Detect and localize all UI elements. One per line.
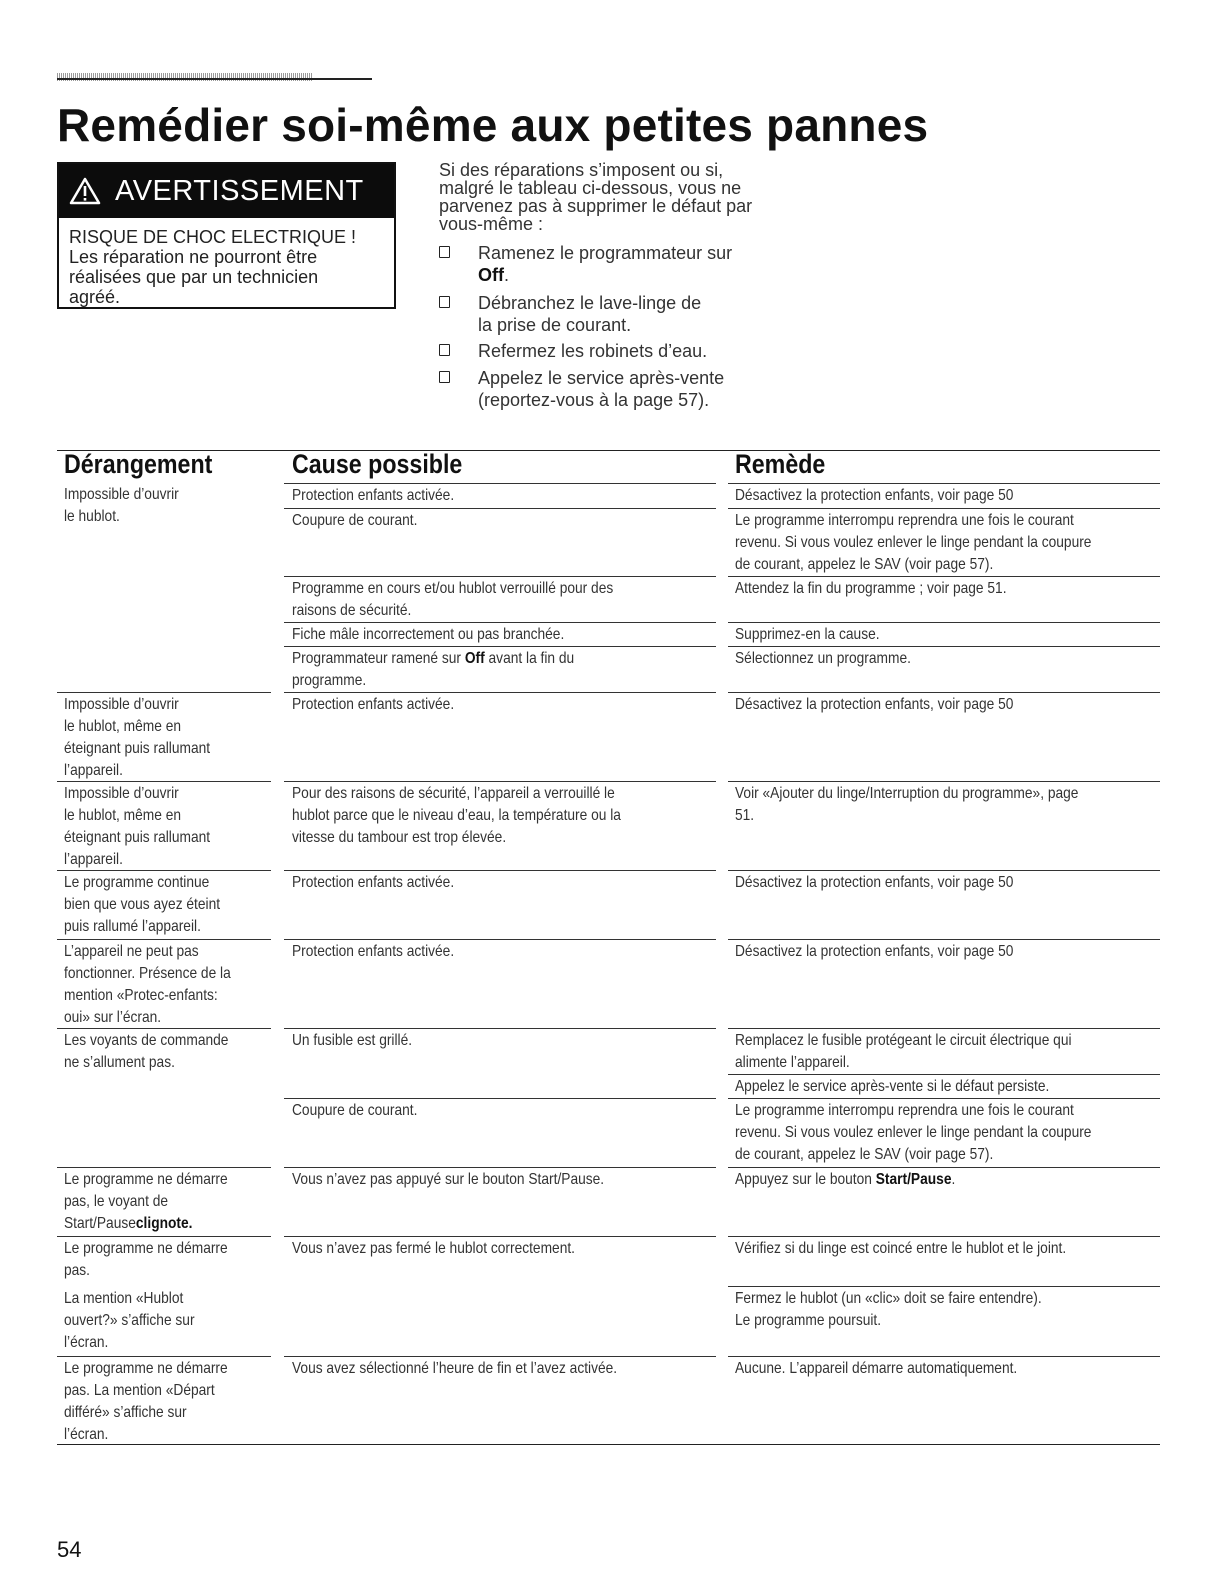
problem-cell: Impossible d’ouvrir: [64, 785, 179, 802]
warning-header: [59, 164, 394, 218]
row-rule: [728, 1098, 1160, 1099]
column-header-derangement: Dérangement: [64, 449, 213, 479]
remedy-cell: Désactivez la protection enfants, voir page 50: [735, 487, 1014, 504]
remedy-cell: Désactivez la protection enfants, voir page 50: [735, 696, 1014, 713]
row-rule: [728, 483, 1160, 484]
warning-line: réalisées que par un technicien: [69, 267, 319, 287]
warning-heading: AVERTISSEMENT: [115, 174, 364, 207]
remedy-cell: Remplacez le fusible protégeant le circuit électrique qui: [735, 1032, 1072, 1049]
row-rule: [57, 1028, 271, 1029]
problem-cell: Impossible d’ouvrir: [64, 486, 179, 503]
remedy-cell: Sélectionnez un programme.: [735, 650, 911, 667]
step-bold-text: Off: [478, 265, 504, 285]
row-rule: [284, 692, 716, 693]
row-rule: [284, 1167, 716, 1168]
remedy-cell: Appuyez sur le bouton Start/Pause.: [735, 1171, 956, 1188]
problem-cell: éteignant puis rallumant: [64, 829, 211, 846]
cause-cell: Un fusible est grillé.: [292, 1032, 413, 1049]
row-rule: [728, 646, 1160, 647]
cause-cell: hublot parce que le niveau d’eau, la température ou la: [292, 807, 621, 824]
cause-cell: Protection enfants activée.: [292, 487, 455, 504]
page-number: 54: [57, 1537, 82, 1562]
row-rule: [57, 1236, 271, 1237]
problem-cell: Le programme continue: [64, 874, 210, 891]
step-text: Débranchez le lave-linge de: [478, 293, 702, 313]
remedy-cell: Voir «Ajouter du linge/Interruption du programme», page: [735, 785, 1079, 802]
problem-cell: éteignant puis rallumant: [64, 740, 211, 757]
cause-cell: Programmateur ramené sur Off avant la fin du: [292, 650, 575, 667]
step-text: (reportez-vous à la page 57).: [478, 390, 710, 410]
checkbox-icon: [439, 296, 450, 308]
problem-cell: Les voyants de commande: [64, 1032, 229, 1049]
column-header-remede: Remède: [735, 449, 826, 479]
remedy-cell: Le programme interrompu reprendra une fois le courant: [735, 512, 1074, 529]
step-text: .: [504, 265, 510, 285]
warning-line: Les réparation ne pourront être: [69, 247, 318, 267]
row-rule: [284, 576, 716, 577]
page-title: Remédier soi-même aux petites pannes: [57, 99, 929, 151]
problem-cell: Le programme ne démarre: [64, 1360, 228, 1377]
remedy-cell: Désactivez la protection enfants, voir page 50: [735, 943, 1014, 960]
remedy-cell: Supprimez-en la cause.: [735, 626, 880, 643]
problem-cell: ouvert?» s’affiche sur: [64, 1312, 195, 1329]
problem-cell: le hublot.: [64, 508, 120, 525]
intro-line: parvenez pas à supprimer le défaut par: [439, 196, 753, 216]
row-rule: [57, 939, 271, 940]
problem-cell: Impossible d’ouvrir: [64, 696, 179, 713]
warning-triangle-icon: [69, 177, 101, 205]
remedy-cell: alimente l’appareil.: [735, 1054, 850, 1071]
cause-cell: Vous n’avez pas fermé le hublot correctement.: [292, 1240, 575, 1257]
problem-cell: l’écran.: [64, 1334, 109, 1351]
remedy-cell: Le programme poursuit.: [735, 1312, 882, 1329]
row-rule: [284, 939, 716, 940]
checkbox-icon: [439, 344, 450, 356]
cause-cell: programme.: [292, 672, 367, 689]
remedy-cell: de courant, appelez le SAV (voir page 57).: [735, 556, 994, 573]
header-rule: [57, 78, 372, 80]
problem-cell: L’appareil ne peut pas: [64, 943, 199, 960]
problem-cell: l’écran.: [64, 1426, 109, 1443]
row-rule: [728, 1356, 1160, 1357]
row-rule: [57, 870, 271, 871]
cause-cell: Pour des raisons de sécurité, l’appareil a verrouillé le: [292, 785, 615, 802]
remedy-cell: Vérifiez si du linge est coincé entre le hublot et le joint.: [735, 1240, 1067, 1257]
remedy-cell: Le programme interrompu reprendra une fois le courant: [735, 1102, 1074, 1119]
problem-cell: le hublot, même en: [64, 718, 182, 735]
row-rule: [284, 622, 716, 623]
checkbox-icon: [439, 246, 450, 258]
remedy-cell: 51.: [735, 807, 755, 824]
problem-cell: différé» s’affiche sur: [64, 1404, 187, 1421]
cause-cell: Programme en cours et/ou hublot verrouillé pour des: [292, 580, 614, 597]
problem-cell: ne s’allument pas.: [64, 1054, 175, 1071]
row-rule: [284, 1356, 716, 1357]
cause-cell: Protection enfants activée.: [292, 943, 455, 960]
intro-line: Si des réparations s’imposent ou si,: [439, 160, 724, 180]
remedy-cell: revenu. Si vous voulez enlever le linge pendant la coupure: [735, 534, 1092, 551]
step-text: Ramenez le programmateur sur: [478, 243, 733, 263]
row-rule: [728, 622, 1160, 623]
step-text: la prise de courant.: [478, 315, 632, 335]
problem-cell: puis rallumé l’appareil.: [64, 918, 201, 935]
row-rule: [284, 1236, 716, 1237]
problem-cell: bien que vous ayez éteint: [64, 896, 221, 913]
row-rule: [284, 646, 716, 647]
row-rule: [284, 1098, 716, 1099]
row-rule: [284, 781, 716, 782]
checkbox-icon: [439, 371, 450, 383]
row-rule: [728, 1286, 1160, 1287]
cause-cell: Fiche mâle incorrectement ou pas branchée.: [292, 626, 565, 643]
step-text: Refermez les robinets d’eau.: [478, 341, 708, 361]
cause-cell: Vous avez sélectionné l’heure de fin et l’avez activée.: [292, 1360, 618, 1377]
remedy-cell: Attendez la fin du programme ; voir page 51.: [735, 580, 1007, 597]
cause-cell: vitesse du tambour est trop élevée.: [292, 829, 507, 846]
table-top-rule: [57, 450, 1160, 451]
remedy-cell: revenu. Si vous voulez enlever le linge pendant la coupure: [735, 1124, 1092, 1141]
cause-cell: Protection enfants activée.: [292, 874, 455, 891]
problem-cell: Start/Pauseclignote.: [64, 1215, 193, 1232]
problem-cell: pas, le voyant de: [64, 1193, 169, 1210]
row-rule: [728, 939, 1160, 940]
warning-line: agréé.: [69, 287, 121, 307]
remedy-cell: de courant, appelez le SAV (voir page 57).: [735, 1146, 994, 1163]
remedy-cell: Désactivez la protection enfants, voir page 50: [735, 874, 1014, 891]
cause-cell: Coupure de courant.: [292, 1102, 418, 1119]
row-rule: [728, 508, 1160, 509]
row-rule: [284, 1028, 716, 1029]
problem-cell: le hublot, même en: [64, 807, 182, 824]
problem-cell: oui» sur l’écran.: [64, 1009, 162, 1026]
row-rule: [728, 1028, 1160, 1029]
problem-cell: Le programme ne démarre: [64, 1240, 228, 1257]
row-rule: [728, 1236, 1160, 1237]
row-rule: [284, 508, 716, 509]
remedy-cell: Appelez le service après-vente si le défaut persiste.: [735, 1078, 1050, 1095]
remedy-cell: Aucune. L’appareil démarre automatiquement.: [735, 1360, 1018, 1377]
problem-cell: Le programme ne démarre: [64, 1171, 228, 1188]
row-rule: [57, 692, 271, 693]
row-rule: [57, 1167, 271, 1168]
row-rule: [728, 576, 1160, 577]
problem-cell: pas. La mention «Départ: [64, 1382, 215, 1399]
cause-cell: raisons de sécurité.: [292, 602, 412, 619]
row-rule: [284, 483, 716, 484]
remedy-cell: Fermez le hublot (un «clic» doit se faire entendre).: [735, 1290, 1042, 1307]
cause-cell: Coupure de courant.: [292, 512, 418, 529]
intro-line: vous-même :: [439, 214, 544, 234]
row-rule: [57, 781, 271, 782]
row-rule: [728, 692, 1160, 693]
problem-cell: l’appareil.: [64, 762, 123, 779]
cause-cell: Protection enfants activée.: [292, 696, 455, 713]
row-rule: [57, 1356, 271, 1357]
table-bottom-rule: [57, 1444, 1160, 1445]
row-rule: [728, 870, 1160, 871]
problem-cell: fonctionner. Présence de la: [64, 965, 231, 982]
problem-cell: l’appareil.: [64, 851, 123, 868]
warning-line: RISQUE DE CHOC ELECTRIQUE !: [69, 227, 357, 247]
intro-paragraph: [439, 161, 819, 233]
row-rule: [728, 781, 1160, 782]
problem-cell: pas.: [64, 1262, 91, 1279]
problem-cell: La mention «Hublot: [64, 1290, 184, 1307]
column-header-cause: Cause possible: [292, 449, 463, 479]
warning-box: [57, 162, 396, 309]
row-rule: [728, 1074, 1160, 1075]
step-text: Appelez le service après-vente: [478, 368, 725, 388]
row-rule: [728, 1167, 1160, 1168]
warning-text: [59, 218, 394, 307]
problem-cell: mention «Protec-enfants:: [64, 987, 218, 1004]
cause-cell: Vous n’avez pas appuyé sur le bouton Start/Pause.: [292, 1171, 605, 1188]
row-rule: [284, 870, 716, 871]
intro-line: malgré le tableau ci-dessous, vous ne: [439, 178, 742, 198]
